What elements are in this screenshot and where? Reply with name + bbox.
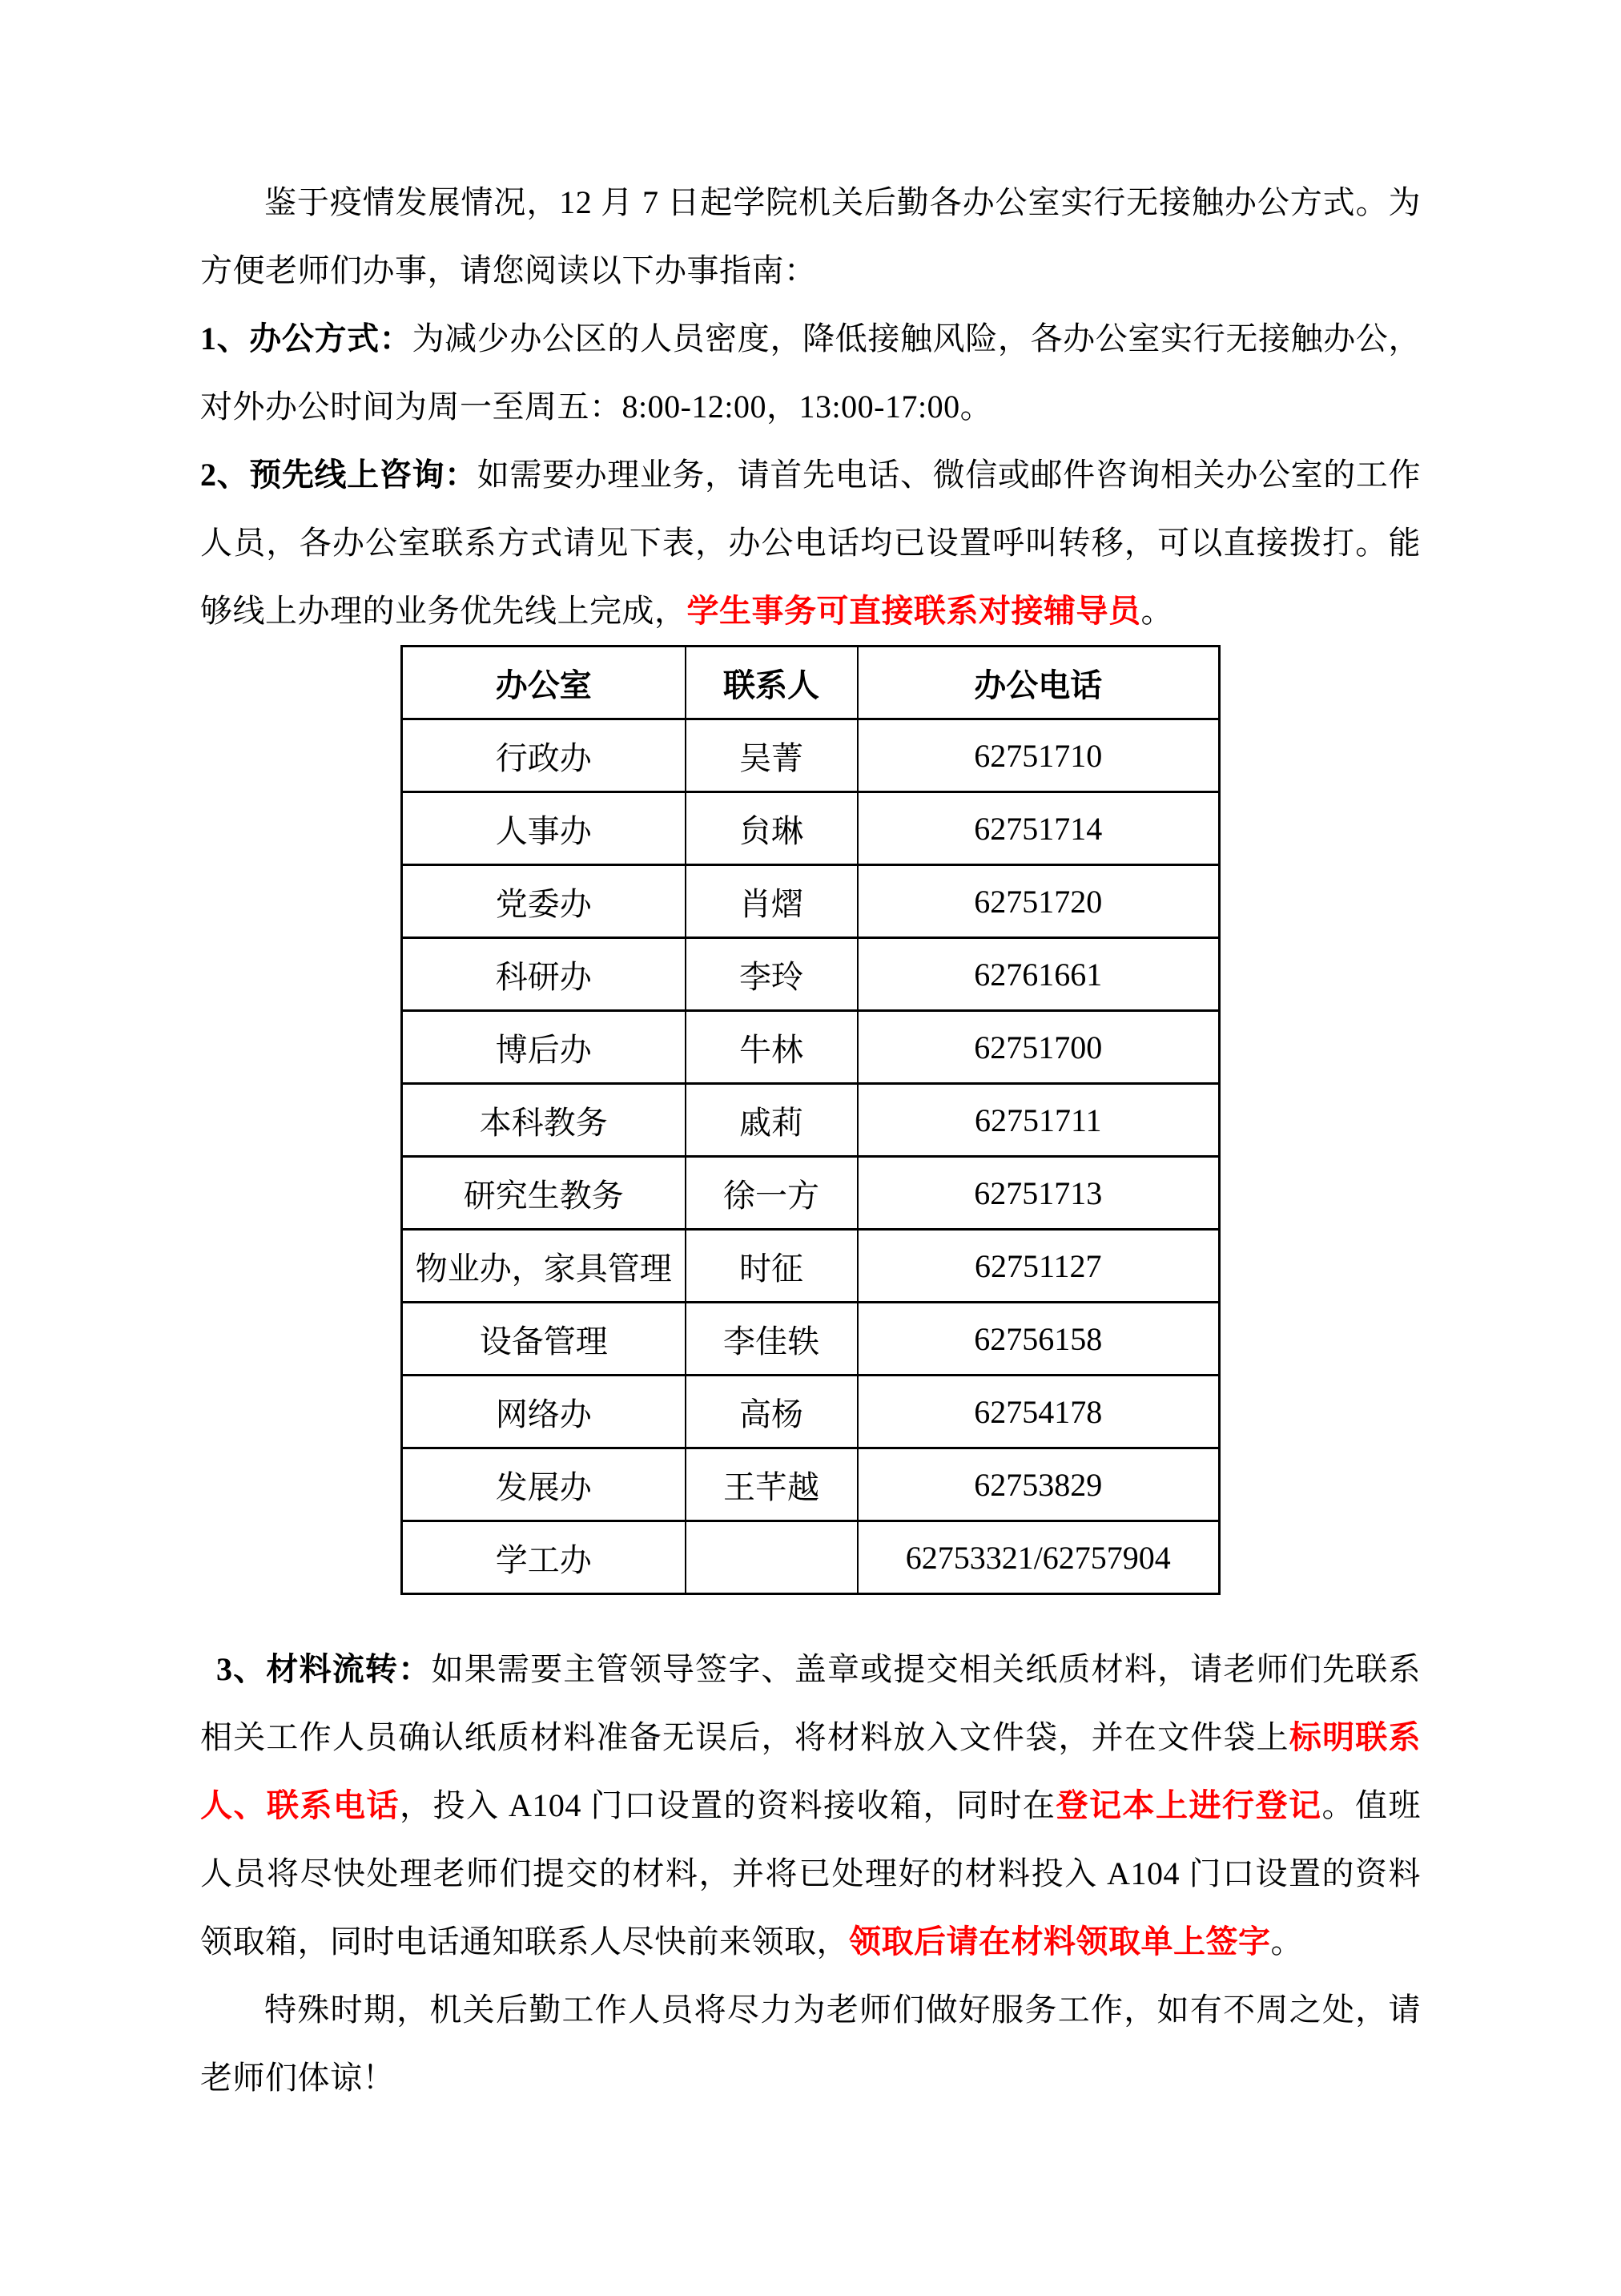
cell-phone: 62753321/62757904 bbox=[858, 1521, 1220, 1594]
cell-phone: 62761661 bbox=[858, 938, 1220, 1011]
cell-phone: 62754178 bbox=[858, 1376, 1220, 1448]
contact-table bbox=[400, 645, 1221, 1595]
cell-contact: 戚莉 bbox=[686, 1084, 858, 1157]
cell-contact: 时征 bbox=[686, 1230, 858, 1303]
table-row bbox=[402, 719, 1220, 792]
table-row bbox=[402, 865, 1220, 938]
item2-label: 2、预先线上咨询： bbox=[200, 457, 477, 493]
header-phone: 办公电话 bbox=[858, 647, 1220, 719]
cell-phone: 62756158 bbox=[858, 1303, 1220, 1376]
item2-highlight: 学生事务可直接联系对接辅导员 bbox=[686, 593, 1141, 629]
item2-paragraph bbox=[200, 441, 1421, 645]
table-row bbox=[402, 1011, 1220, 1084]
table-row bbox=[402, 1084, 1220, 1157]
cell-phone: 62751720 bbox=[858, 865, 1220, 938]
cell-office: 发展办 bbox=[402, 1448, 686, 1521]
cell-contact: 吴菁 bbox=[686, 719, 858, 792]
cell-office: 人事办 bbox=[402, 792, 686, 865]
item3-seg3: 。值班人员将尽快处理老师们提交的材料，并将已处理好的材料投入 A104 门口设置的资料领取箱，同时电话通知联系人尽快前来领取， bbox=[200, 1787, 1422, 1960]
cell-office: 党委办 bbox=[402, 865, 686, 938]
item3-seg1: 如果需要主管领导签字、盖章或提交相关纸质材料，请老师们先联系相关工作人员确认纸质材料准备无误后，将材料放入文件袋，并在文件袋上 bbox=[200, 1651, 1422, 1755]
cell-office: 行政办 bbox=[402, 719, 686, 792]
cell-phone: 62753829 bbox=[858, 1448, 1220, 1521]
item3-seg4: 。 bbox=[1270, 1923, 1303, 1960]
item3-red1: 标明联系人、联系电话 bbox=[200, 1719, 1422, 1823]
cell-contact: 李佳轶 bbox=[686, 1303, 858, 1376]
cell-office: 科研办 bbox=[402, 938, 686, 1011]
cell-contact: 李玲 bbox=[686, 938, 858, 1011]
header-contact: 联系人 bbox=[686, 647, 858, 719]
table-row bbox=[402, 1521, 1220, 1594]
cell-office: 设备管理 bbox=[402, 1303, 686, 1376]
item3-label: 3、材料流转： bbox=[216, 1651, 432, 1687]
cell-contact: 高杨 bbox=[686, 1376, 858, 1448]
item1-label: 1、办公方式： bbox=[200, 320, 412, 356]
cell-office: 博后办 bbox=[402, 1011, 686, 1084]
closing-paragraph bbox=[200, 1976, 1421, 2112]
cell-contact: 肖熠 bbox=[686, 865, 858, 938]
cell-contact bbox=[686, 1521, 858, 1594]
cell-phone: 62751700 bbox=[858, 1011, 1220, 1084]
cell-phone: 62751714 bbox=[858, 792, 1220, 865]
cell-office: 本科教务 bbox=[402, 1084, 686, 1157]
table-row bbox=[402, 1230, 1220, 1303]
cell-office: 网络办 bbox=[402, 1376, 686, 1448]
cell-office: 学工办 bbox=[402, 1521, 686, 1594]
item1-paragraph bbox=[200, 304, 1421, 441]
cell-contact: 牛林 bbox=[686, 1011, 858, 1084]
item2-body-after: 。 bbox=[1140, 593, 1173, 629]
cell-phone: 62751711 bbox=[858, 1084, 1220, 1157]
table-header-row bbox=[402, 647, 1220, 719]
item3-paragraph bbox=[200, 1635, 1421, 1976]
item1-body: 为减少办公区的人员密度，降低接触风险，各办公室实行无接触办公，对外办公时间为周一至周五：8:00-12:00，13:00-17:00。 bbox=[200, 320, 1422, 425]
cell-contact: 徐一方 bbox=[686, 1157, 858, 1230]
cell-phone: 62751713 bbox=[858, 1157, 1220, 1230]
cell-phone: 62751710 bbox=[858, 719, 1220, 792]
cell-office: 物业办，家具管理 bbox=[402, 1230, 686, 1303]
closing-text: 特殊时期，机关后勤工作人员将尽力为老师们做好服务工作，如有不周之处，请老师们体谅！ bbox=[200, 1992, 1421, 2096]
table-row bbox=[402, 938, 1220, 1011]
table-row bbox=[402, 1157, 1220, 1230]
table-row bbox=[402, 1303, 1220, 1376]
item2-body-before: 如需要办理业务，请首先电话、微信或邮件咨询相关办公室的工作人员，各办公室联系方式请见下表，办公电话均已设置呼叫转移，可以直接拨打。能够线上办理的业务优先线上完成， bbox=[200, 457, 1422, 629]
table-row bbox=[402, 792, 1220, 865]
item3-seg2: ，投入 A104 门口设置的资料接收箱，同时在 bbox=[400, 1787, 1056, 1823]
cell-phone: 62751127 bbox=[858, 1230, 1220, 1303]
cell-contact: 贠琳 bbox=[686, 792, 858, 865]
item3-red3: 领取后请在材料领取单上签字 bbox=[849, 1923, 1271, 1960]
intro-paragraph bbox=[200, 168, 1421, 304]
cell-office: 研究生教务 bbox=[402, 1157, 686, 1230]
table-row bbox=[402, 1448, 1220, 1521]
intro-text: 鉴于疫情发展情况，12 月 7 日起学院机关后勤各办公室实行无接触办公方式。为方便老师们办事，请您阅读以下办事指南： bbox=[200, 184, 1421, 288]
header-office: 办公室 bbox=[402, 647, 686, 719]
cell-contact: 王芊越 bbox=[686, 1448, 858, 1521]
table-row bbox=[402, 1376, 1220, 1448]
item3-red2: 登记本上进行登记 bbox=[1056, 1787, 1322, 1823]
